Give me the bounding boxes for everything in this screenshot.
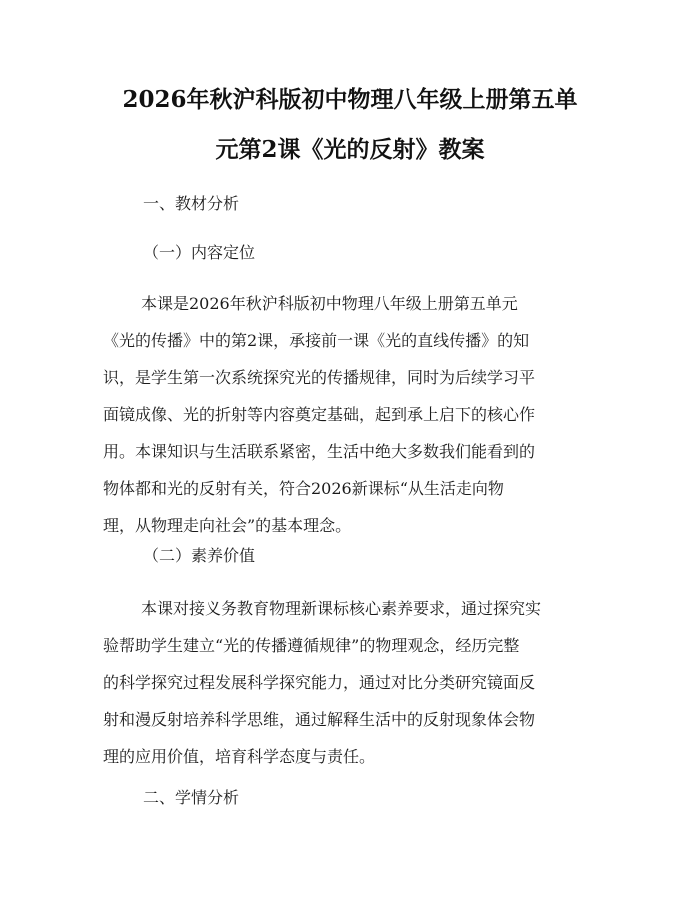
paragraph-line: 用。本课知识与生活联系紧密，生活中绝大多数我们能看到的 — [103, 442, 536, 461]
paragraph-content-positioning — [103, 285, 603, 544]
paragraph-line: 本课对接义务教育物理新课标核心素养要求，通过探究实 — [141, 599, 542, 618]
document-title-line-1: 2026年秋沪科版初中物理八年级上册第五单 — [122, 86, 578, 113]
paragraph-line: 《光的传播》中的第2课，承接前一课《光的直线传播》的知 — [103, 331, 530, 350]
paragraph-line: 的科学探究过程发展科学探究能力，通过对比分类研究镜面反 — [103, 673, 536, 692]
paragraph-line: 物体都和光的反射有关，符合2026新课标“从生活走向物 — [103, 479, 504, 498]
section-heading-textbook-analysis: 一、教材分析 — [143, 194, 240, 213]
paragraph-line: 验帮助学生建立“光的传播遵循规律”的物理观念，经历完整 — [103, 636, 520, 655]
section-heading-learner-analysis: 二、学情分析 — [143, 788, 240, 807]
paragraph-line: 理的应用价值，培育科学态度与责任。 — [103, 747, 376, 766]
subsection-heading-content-positioning: （一）内容定位 — [143, 243, 256, 262]
paragraph-line: 面镜成像、光的折射等内容奠定基础，起到承上启下的核心作 — [103, 405, 536, 424]
paragraph-literacy-value — [103, 590, 603, 775]
paragraph-line: 射和漫反射培养科学思维，通过解释生活中的反射现象体会物 — [103, 710, 536, 729]
paragraph-line: 识，是学生第一次系统探究光的传播规律，同时为后续学习平 — [103, 368, 536, 387]
paragraph-line: 本课是2026年秋沪科版初中物理八年级上册第五单元 — [141, 294, 518, 313]
paragraph-line: 理，从物理走向社会”的基本理念。 — [103, 516, 352, 535]
subsection-heading-literacy-value: （二）素养价值 — [143, 546, 256, 565]
document-title-line-2: 元第2课《光的反射》教案 — [215, 136, 485, 163]
